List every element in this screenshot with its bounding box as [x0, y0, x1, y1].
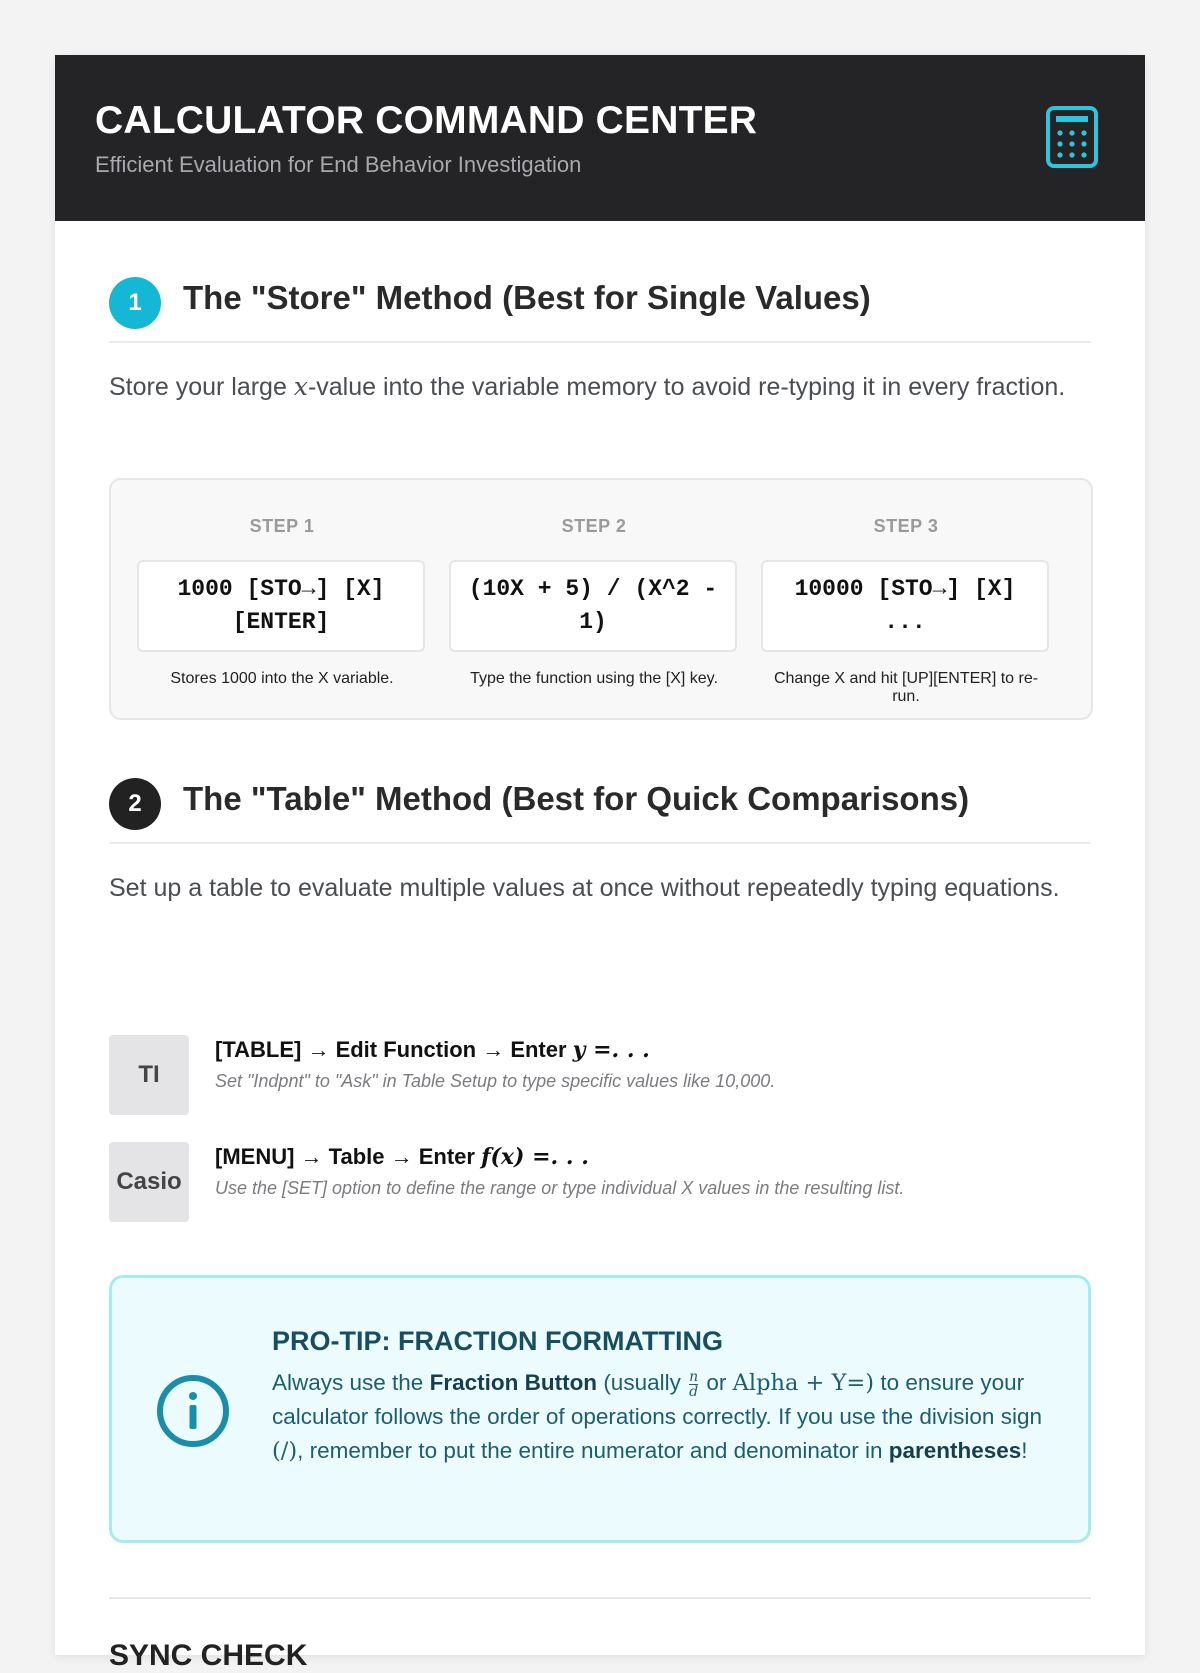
section-1-title: The "Store" Method (Best for Single Values) [183, 279, 871, 316]
row-title-text: [TABLE] → Edit Function → Enter [215, 1037, 573, 1062]
tip-text-part: Always use the [272, 1370, 430, 1395]
row-description: Set "Indpnt" to "Ask" in Table Setup to type specific values like 10,000. [215, 1071, 776, 1091]
header [55, 55, 1145, 221]
step-code: (10X + 5) / (X^2 - 1) [449, 560, 737, 652]
tip-math: Alpha + Y=) [732, 1370, 875, 1396]
steps-panel [109, 478, 1093, 720]
tip-title: PRO-TIP: FRACTION FORMATTING [272, 1326, 723, 1356]
math-variable: x [293, 372, 308, 401]
step-note: Type the function using the [X] key. [470, 670, 718, 687]
next-section-title: SYNC CHECK [109, 1639, 308, 1672]
math-expression: y =. . . [572, 1037, 650, 1063]
tip-text-part: to ensure your calculator follows the order of operations correctly. If you use the division sign [272, 1370, 1042, 1429]
row-title [215, 1144, 589, 1170]
page-subtitle: Efficient Evaluation for End Behavior Investigation [95, 152, 582, 177]
section-2-header [109, 772, 1091, 844]
fraction-denominator: d [689, 1383, 699, 1400]
tip-bold-text: parentheses [888, 1438, 1022, 1463]
brand-badge-casio: Casio [109, 1142, 189, 1222]
tip-text-part: ! [1021, 1438, 1028, 1463]
step-note: Change X and hit [UP][ENTER] to re-run. [773, 670, 1039, 705]
tip-text-part: (usually [597, 1370, 688, 1395]
calculator-icon [1045, 105, 1099, 169]
tip-bold-text: Fraction Button [429, 1370, 598, 1395]
fraction-glyph [689, 1370, 698, 1399]
pro-tip-callout [109, 1275, 1091, 1543]
page-title: CALCULATOR COMMAND CENTER [95, 99, 758, 142]
tip-text [272, 1366, 1052, 1468]
desc-text: -value into the variable memory to avoid re-typing it in every fraction. [307, 373, 1066, 401]
section-number-badge: 2 [109, 778, 161, 830]
section-divider [109, 1597, 1091, 1599]
desc-text: Store your large [109, 373, 294, 401]
row-description: Use the [SET] option to define the range or type individual X values in the resulting list. [215, 1178, 905, 1198]
section-1-header [109, 271, 1091, 343]
step-label: STEP 1 [249, 516, 315, 536]
section-1-description [109, 367, 1079, 407]
section-number-badge: 1 [109, 277, 161, 329]
step-label: STEP 2 [561, 516, 627, 536]
fraction-numerator: n [689, 1368, 699, 1385]
list-item [109, 1035, 1091, 1115]
row-title [215, 1037, 650, 1063]
command-center-card [55, 55, 1145, 1672]
info-icon [156, 1374, 230, 1448]
step-code: 10000 [STO→] [X] ... [761, 560, 1049, 652]
step-note: Stores 1000 into the X variable. [170, 670, 394, 687]
step-label: STEP 3 [873, 516, 939, 536]
section-2-title: The "Table" Method (Best for Quick Comparisons) [183, 780, 970, 817]
tip-math: (/) [272, 1438, 298, 1464]
math-expression: f(x) =. . . [481, 1144, 589, 1170]
brand-badge-ti: TI [109, 1035, 189, 1115]
row-title-text: [MENU] → Table → Enter [215, 1144, 482, 1169]
section-2-description: Set up a table to evaluate multiple values at once without repeatedly typing equations. [109, 874, 1060, 902]
step-code: 1000 [STO→] [X] [ENTER] [137, 560, 425, 652]
tip-text-part: , remember to put the entire numerator and denominator in [297, 1438, 889, 1463]
tip-text-part: or [700, 1370, 733, 1395]
list-item [109, 1142, 1091, 1222]
